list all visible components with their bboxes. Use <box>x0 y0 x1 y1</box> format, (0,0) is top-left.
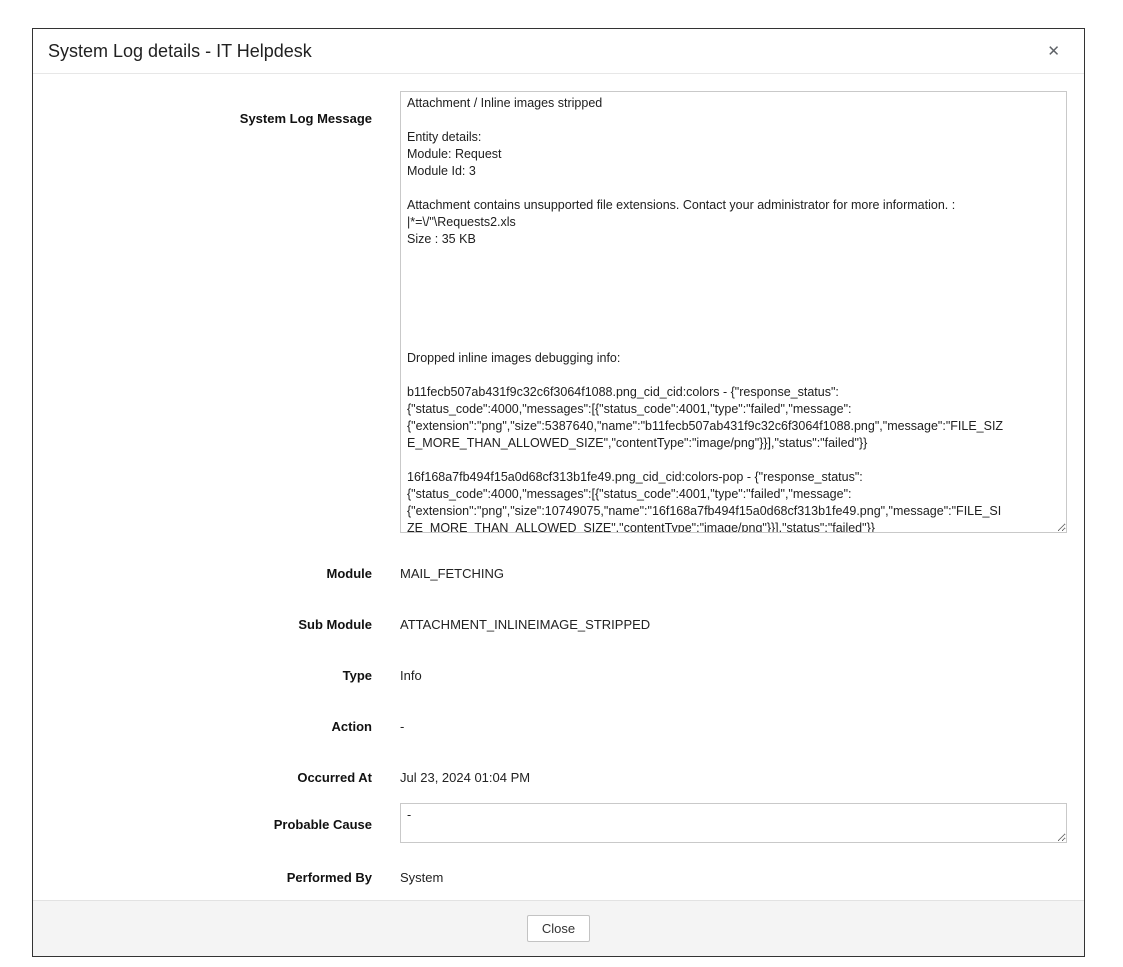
system-log-message-label: System Log Message <box>239 111 372 126</box>
field-row-system-log-message <box>33 91 1084 533</box>
sub-module-label: Sub Module <box>298 617 372 632</box>
close-icon[interactable]: ✕ <box>1047 42 1060 60</box>
dialog-title: System Log details - IT Helpdesk <box>48 40 312 61</box>
system-log-message-textarea[interactable] <box>400 91 1067 533</box>
field-row-performed-by <box>33 870 1084 886</box>
module-label: Module <box>326 566 372 581</box>
field-row-sub-module <box>33 617 1084 633</box>
close-button[interactable]: Close <box>527 915 590 942</box>
sub-module-value: ATTACHMENT_INLINEIMAGE_STRIPPED <box>400 617 651 632</box>
occurred-at-label: Occurred At <box>297 770 372 785</box>
field-row-type <box>33 668 1084 684</box>
probable-cause-label: Probable Cause <box>273 817 372 832</box>
field-row-action <box>33 719 1084 735</box>
occurred-at-value: Jul 23, 2024 01:04 PM <box>400 770 531 785</box>
system-log-details-dialog <box>32 28 1085 957</box>
performed-by-label: Performed By <box>286 870 372 885</box>
type-label: Type <box>342 668 372 683</box>
type-value: Info <box>400 668 422 683</box>
dialog-header <box>33 29 1084 74</box>
probable-cause-textarea[interactable] <box>400 803 1067 843</box>
action-value: - <box>400 719 405 734</box>
field-row-probable-cause <box>33 803 1084 843</box>
action-label: Action <box>331 719 372 734</box>
module-value: MAIL_FETCHING <box>400 566 505 581</box>
performed-by-value: System <box>400 870 444 885</box>
field-row-occurred-at <box>33 770 1084 786</box>
field-row-module <box>33 566 1084 582</box>
dialog-footer <box>33 900 1084 956</box>
